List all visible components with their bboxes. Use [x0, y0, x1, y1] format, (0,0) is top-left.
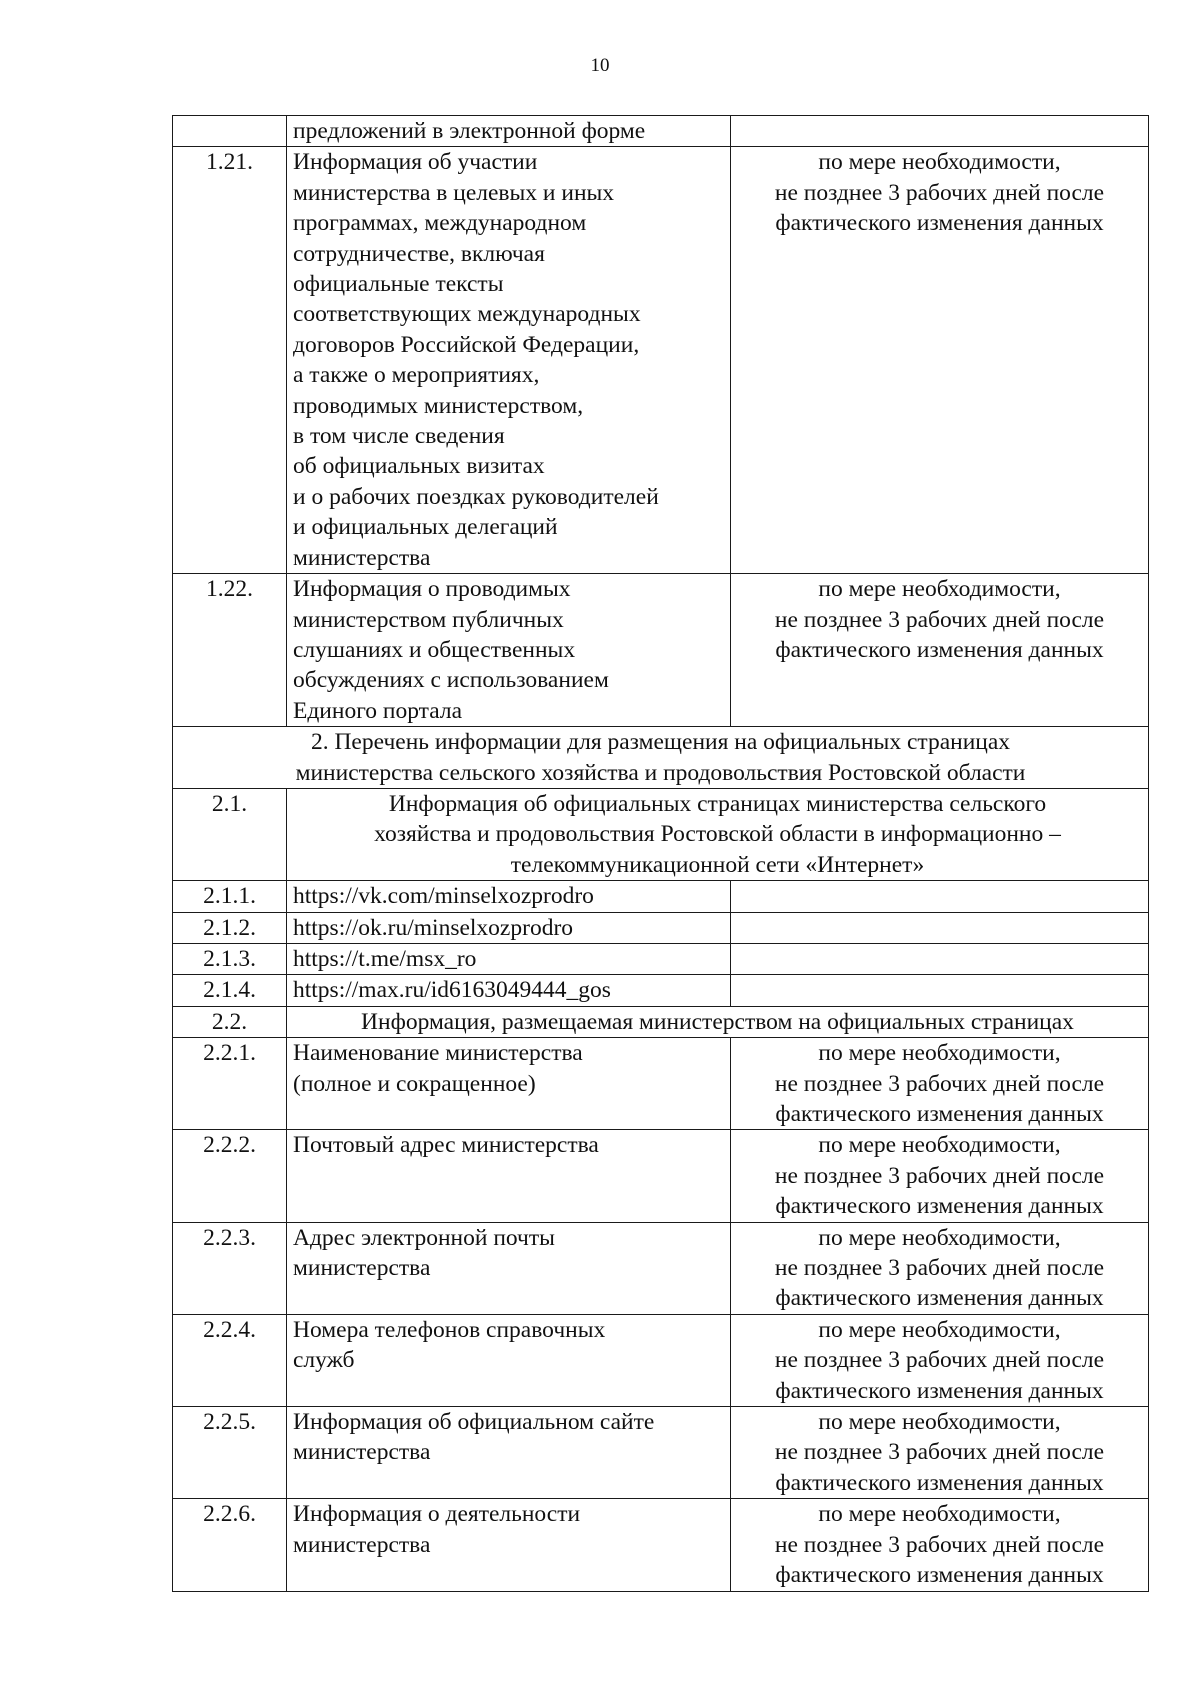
row-number: 2.1.2. [173, 912, 287, 943]
row-term [731, 943, 1149, 974]
row-number: 2.1.4. [173, 975, 287, 1006]
row-term: по мере необходимости, не позднее 3 рабочих дней после фактического изменения данных [731, 574, 1149, 727]
row-number: 1.21. [173, 147, 287, 574]
row-term [731, 975, 1149, 1006]
row-description: Информация о проводимых министерством публичных слушаниях и общественных обсуждениях с использованием Единого портала [287, 574, 731, 727]
row-number: 2.1.3. [173, 943, 287, 974]
table-row [173, 1314, 1149, 1406]
row-number: 2.2.6. [173, 1499, 287, 1591]
row-description: Информация об участии министерства в целевых и иных программах, международном сотрудничестве, включая официальные тексты соответствующих международных договоров Российской Федерации, а также о мероприятиях, проводимых министерством, в том числе сведения об официальных визитах и о рабочих поездках руководителей и официальных делегаций министерства [287, 147, 731, 574]
table-row [173, 881, 1149, 912]
table-row [173, 912, 1149, 943]
table-row [173, 943, 1149, 974]
table-row [173, 1130, 1149, 1222]
row-link: https://vk.com/minselxozprodro [287, 881, 731, 912]
row-description: Информация о деятельности министерства [287, 1499, 731, 1591]
row-term [731, 116, 1149, 147]
row-term: по мере необходимости, не позднее 3 рабочих дней после фактического изменения данных [731, 1130, 1149, 1222]
row-number: 2.2.3. [173, 1222, 287, 1314]
table-row [173, 1499, 1149, 1591]
row-number: 1.22. [173, 574, 287, 727]
row-number: 2.1.1. [173, 881, 287, 912]
table-row [173, 574, 1149, 727]
table-row [173, 147, 1149, 574]
table-row [173, 116, 1149, 147]
row-subheading: Информация об официальных страницах министерства сельского хозяйства и продовольствия Ростовской области в информационно – телекоммуникационной сети «Интернет» [287, 788, 1149, 880]
table-row [173, 1222, 1149, 1314]
row-term: по мере необходимости, не позднее 3 рабочих дней после фактического изменения данных [731, 1038, 1149, 1130]
section-2-title: 2. Перечень информации для размещения на официальных страницах министерства сельского хозяйства и продовольствия Ростовской области [173, 727, 1149, 789]
information-table [172, 115, 1149, 1592]
table-row [173, 1038, 1149, 1130]
table-row [173, 1006, 1149, 1037]
row-link: https://ok.ru/minselxozprodro [287, 912, 731, 943]
row-link: https://max.ru/id6163049444_gos [287, 975, 731, 1006]
section-heading-row [173, 727, 1149, 789]
row-number: 2.2. [173, 1006, 287, 1037]
row-number: 2.2.4. [173, 1314, 287, 1406]
row-description: Номера телефонов справочных служб [287, 1314, 731, 1406]
row-number: 2.1. [173, 788, 287, 880]
row-term: по мере необходимости, не позднее 3 рабочих дней после фактического изменения данных [731, 1222, 1149, 1314]
row-description: Информация об официальном сайте министерства [287, 1407, 731, 1499]
row-description: Почтовый адрес министерства [287, 1130, 731, 1222]
row-number: 2.2.5. [173, 1407, 287, 1499]
row-description: Адрес электронной почты министерства [287, 1222, 731, 1314]
row-description: предложений в электронной форме [287, 116, 731, 147]
row-link: https://t.me/msx_ro [287, 943, 731, 974]
table-row [173, 975, 1149, 1006]
table-row [173, 788, 1149, 880]
row-number [173, 116, 287, 147]
page-number: 10 [590, 55, 610, 76]
row-term [731, 912, 1149, 943]
row-term: по мере необходимости, не позднее 3 рабочих дней после фактического изменения данных [731, 1314, 1149, 1406]
row-term: по мере необходимости, не позднее 3 рабочих дней после фактического изменения данных [731, 1407, 1149, 1499]
row-description: Наименование министерства (полное и сокращенное) [287, 1038, 731, 1130]
row-term: по мере необходимости, не позднее 3 рабочих дней после фактического изменения данных [731, 147, 1149, 574]
row-subheading: Информация, размещаемая министерством на официальных страницах [287, 1006, 1149, 1037]
row-number: 2.2.2. [173, 1130, 287, 1222]
row-number: 2.2.1. [173, 1038, 287, 1130]
table-row [173, 1407, 1149, 1499]
row-term [731, 881, 1149, 912]
row-term: по мере необходимости, не позднее 3 рабочих дней после фактического изменения данных [731, 1499, 1149, 1591]
